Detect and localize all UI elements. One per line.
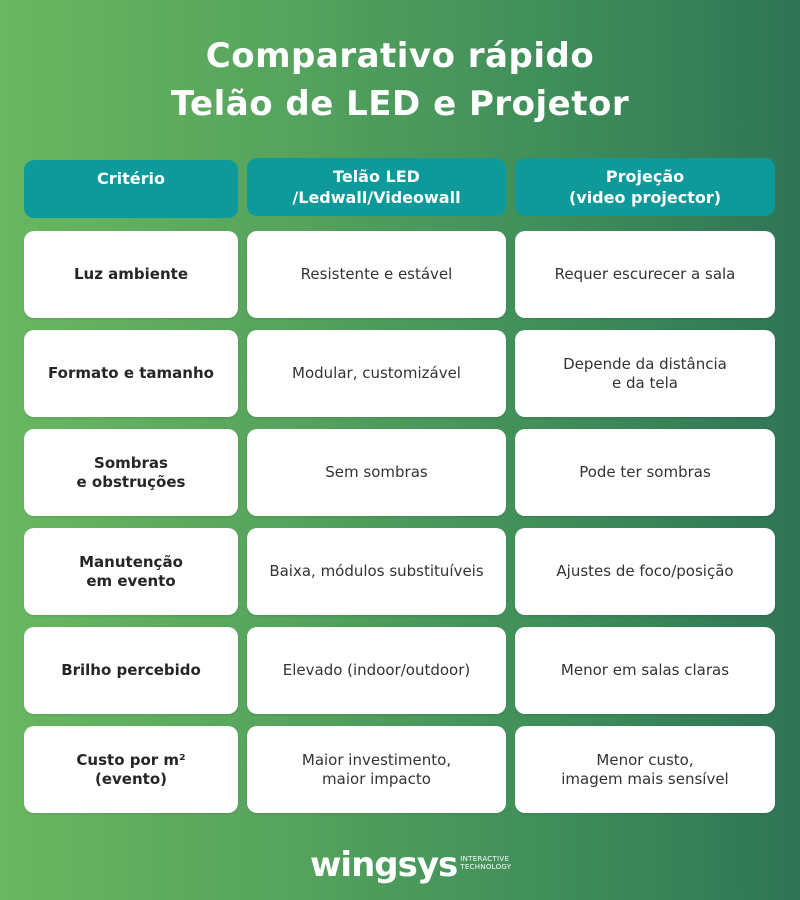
row-led-value <box>247 627 506 714</box>
header-criterion-label: Critério <box>97 169 165 188</box>
projector-text: Depende da distância e da tela <box>563 354 727 392</box>
led-text: Resistente e estável <box>300 265 453 283</box>
row-led-value <box>247 231 506 318</box>
row-projector-value <box>515 231 775 318</box>
criterion-text: Formato e tamanho <box>48 364 214 382</box>
row-criterion <box>24 330 238 417</box>
projector-text: Menor custo, imagem mais sensível <box>561 750 729 788</box>
row-led-value <box>247 429 506 516</box>
header-criterion <box>24 160 238 218</box>
led-text: Sem sombras <box>325 463 428 481</box>
title-line-2: Telão de LED e Projetor <box>170 84 630 124</box>
row-projector-value <box>515 627 775 714</box>
row-led-value <box>247 330 506 417</box>
projector-text: Ajustes de foco/posição <box>556 562 734 580</box>
row-criterion <box>24 528 238 615</box>
header-projector <box>515 158 775 216</box>
row-criterion <box>24 726 238 813</box>
criterion-text: Custo por m² (evento) <box>76 750 186 788</box>
logo-tagline: INTERACTIVE TECHNOLOGY <box>460 855 512 871</box>
row-led-value <box>247 726 506 813</box>
row-projector-value <box>515 330 775 417</box>
header-led-label: Telão LED /Ledwall/Videowall <box>292 167 461 207</box>
row-projector-value <box>515 726 775 813</box>
row-criterion <box>24 231 238 318</box>
criterion-text: Brilho percebido <box>61 661 201 679</box>
projector-text: Pode ter sombras <box>579 463 711 481</box>
criterion-text: Manutenção em evento <box>79 552 183 590</box>
row-projector-value <box>515 429 775 516</box>
led-text: Elevado (indoor/outdoor) <box>282 661 471 679</box>
row-criterion <box>24 627 238 714</box>
criterion-text: Sombras e obstruções <box>76 453 186 491</box>
logo-wordmark: wingsys <box>310 845 458 885</box>
row-led-value <box>247 528 506 615</box>
page-title <box>0 32 800 128</box>
led-text: Modular, customizável <box>292 364 461 382</box>
criterion-text: Luz ambiente <box>73 265 189 283</box>
row-projector-value <box>515 528 775 615</box>
led-text: Maior investimento, maior impacto <box>301 750 452 788</box>
title-line-1: Comparativo rápido <box>205 36 595 76</box>
header-projector-label: Projeção (video projector) <box>568 167 722 207</box>
wingsys-logo <box>310 845 511 885</box>
row-criterion <box>24 429 238 516</box>
projector-text: Menor em salas claras <box>560 661 730 679</box>
projector-text: Requer escurecer a sala <box>554 265 736 283</box>
led-text: Baixa, módulos substituíveis <box>269 562 484 580</box>
header-led <box>247 158 506 216</box>
